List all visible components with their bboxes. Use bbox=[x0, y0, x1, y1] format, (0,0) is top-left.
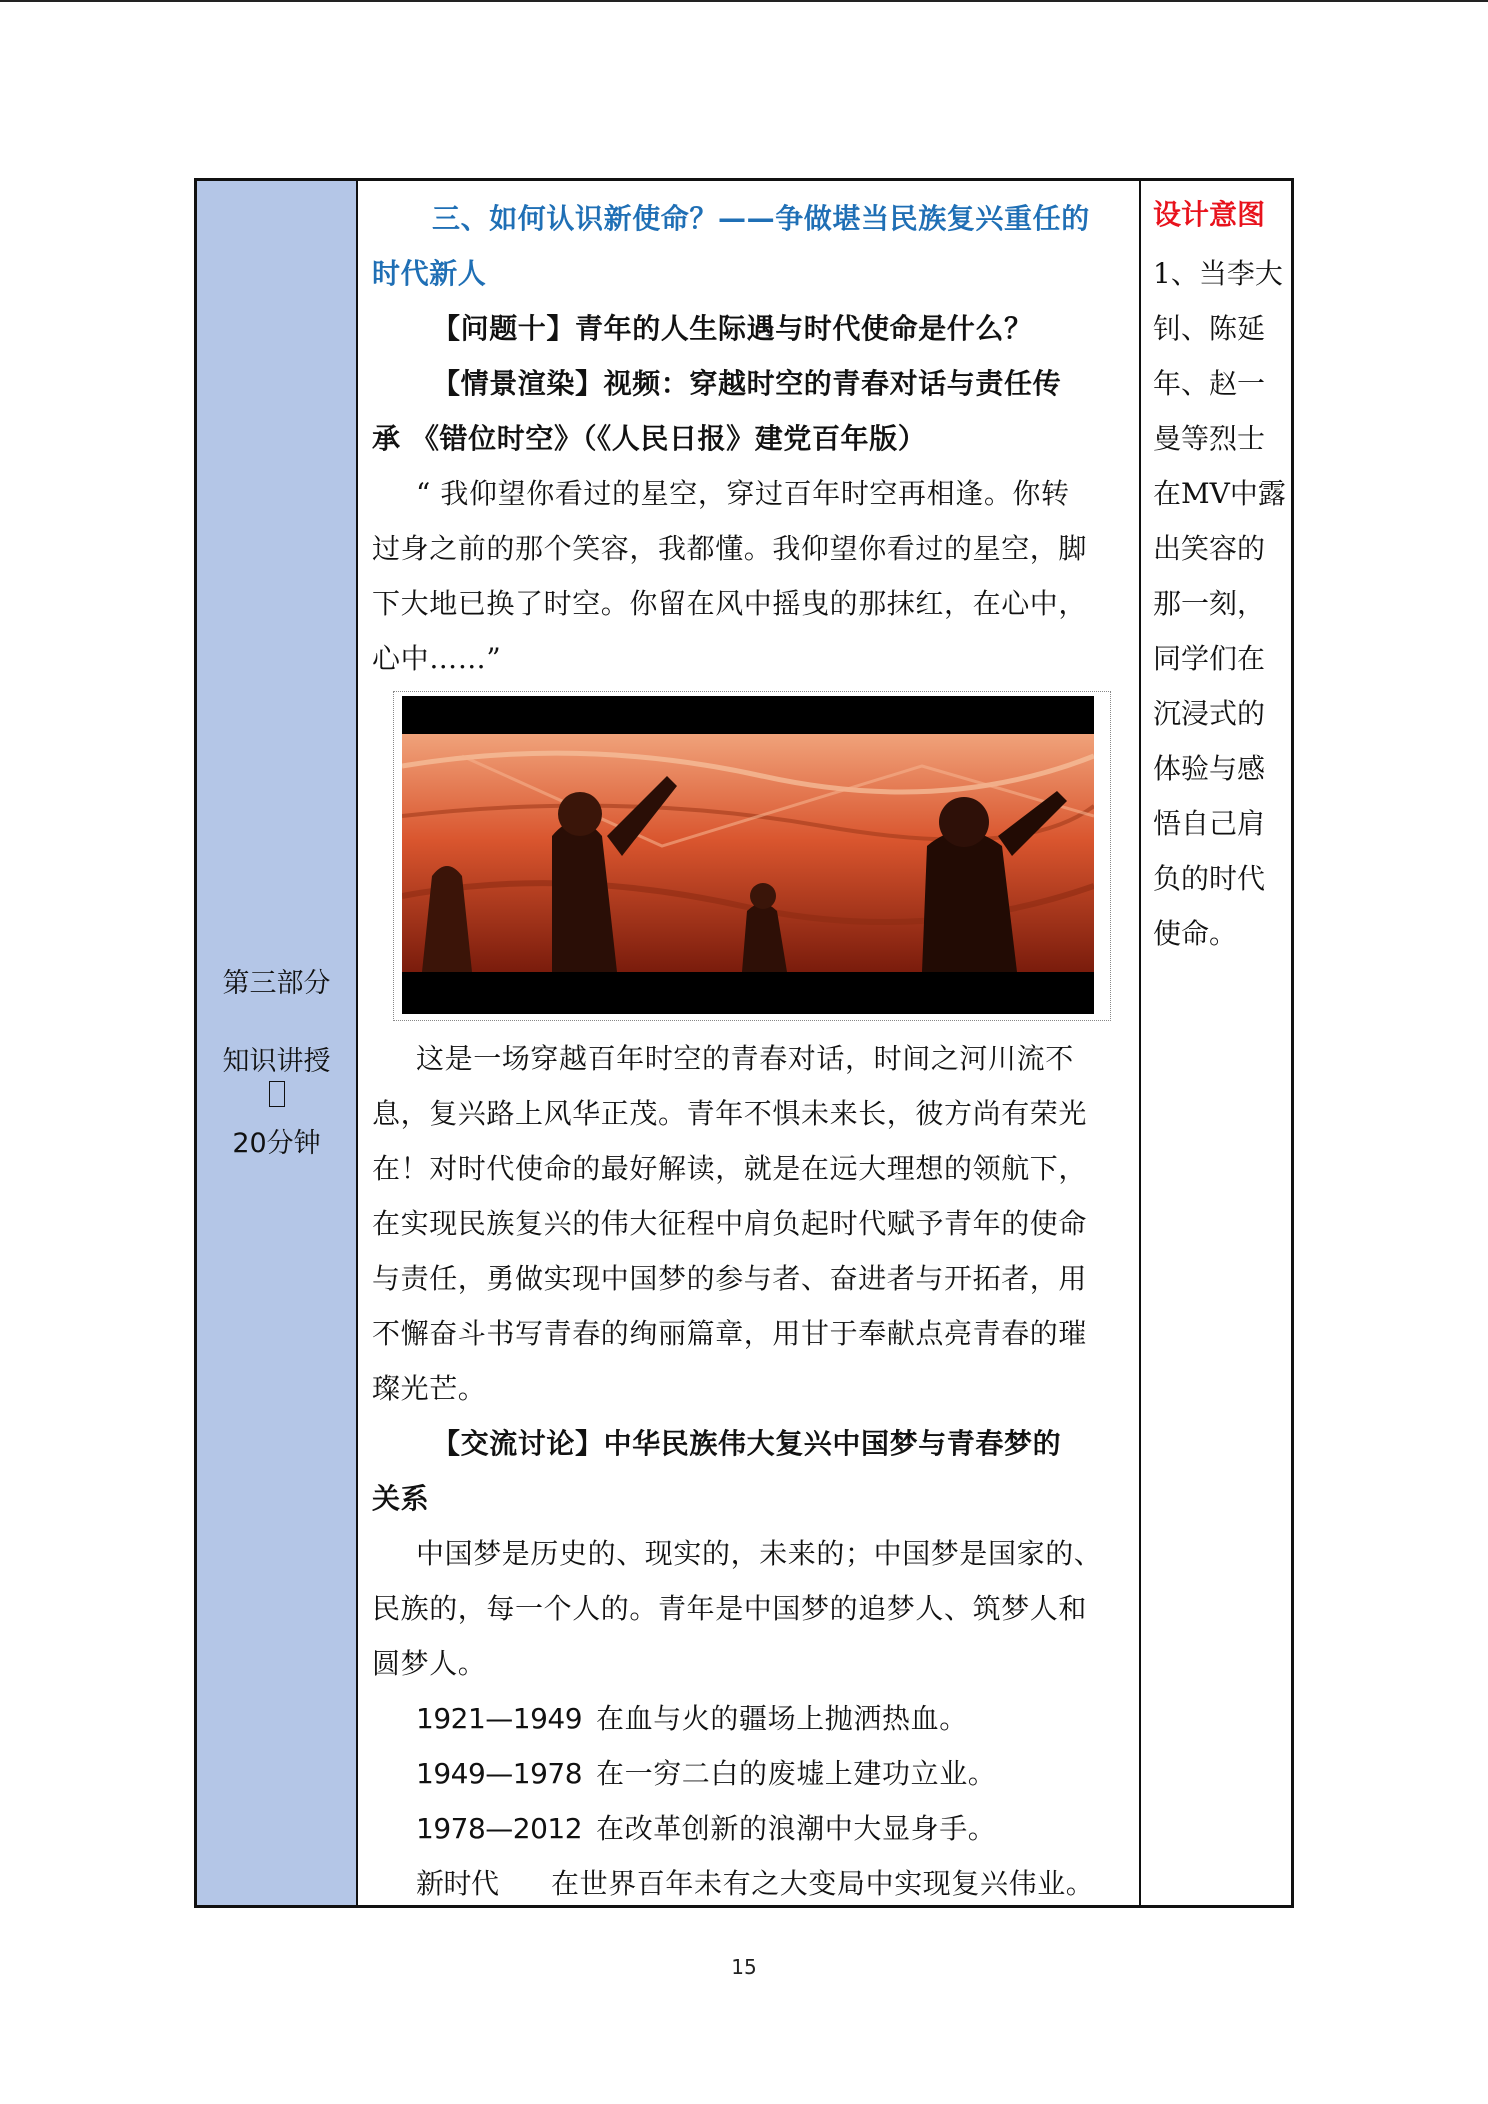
timeline-row bbox=[416, 1746, 1171, 1801]
missing-glyph-box bbox=[197, 1081, 356, 1114]
lyric-line: 心中……” bbox=[372, 642, 502, 675]
page-top-border bbox=[0, 0, 1488, 2]
timeline-text: 在改革创新的浪潮中大显身手。 bbox=[596, 1812, 997, 1845]
design-intent-line: 出笑容的 bbox=[1153, 532, 1266, 565]
scene-heading: 【情景渲染】视频：穿越时空的青春对话与责任传 bbox=[432, 367, 1062, 400]
design-intent-title: 设计意图 bbox=[1153, 198, 1266, 231]
section-heading-cont: 时代新人 bbox=[372, 257, 487, 290]
design-intent-line: 年、赵一 bbox=[1153, 367, 1266, 400]
design-intent-line: 那一刻， bbox=[1153, 587, 1266, 620]
design-intent-line: 钊、陈延 bbox=[1153, 312, 1266, 345]
content-column bbox=[358, 181, 1141, 1905]
discussion-heading: 【交流讨论】中华民族伟大复兴中国梦与青春梦的 bbox=[432, 1427, 1062, 1460]
section-duration-label: 20分钟 bbox=[232, 1128, 321, 1159]
lyric-line: “ 我仰望你看过的星空，穿过百年时空再相逢。你转 bbox=[416, 477, 1070, 510]
design-intent-line: 使命。 bbox=[1153, 917, 1238, 950]
design-intent-line: 同学们在 bbox=[1153, 642, 1266, 675]
timeline-period: 1978—2012 bbox=[416, 1812, 583, 1845]
scene-heading-cont: 承 《错位时空》（《人民日报》建党百年版） bbox=[372, 422, 927, 455]
question-ten: 【问题十】青年的人生际遇与时代使命是什么？ bbox=[432, 312, 1033, 345]
timeline-row bbox=[416, 1801, 1171, 1856]
design-intent-line: 1、当李大 bbox=[1153, 257, 1283, 290]
body-line: 不懈奋斗书写青春的绚丽篇章，用甘于奉献点亮青春的璀 bbox=[372, 1317, 1088, 1350]
lesson-plan-table bbox=[194, 178, 1294, 1908]
design-intent-line: 悟自己肩 bbox=[1153, 807, 1266, 840]
timeline-text: 在一穷二白的废墟上建功立业。 bbox=[596, 1757, 997, 1790]
timeline-text: 在血与火的疆场上抛洒热血。 bbox=[596, 1702, 968, 1735]
timeline-period: 1921—1949 bbox=[416, 1702, 583, 1735]
body-line: 璨光芒。 bbox=[372, 1372, 487, 1405]
timeline-period: 新时代 bbox=[416, 1867, 499, 1900]
discussion-heading-cont: 关系 bbox=[372, 1482, 430, 1515]
timeline-period: 1949—1978 bbox=[416, 1757, 583, 1790]
body-line: 在！对时代使命的最好解读，就是在远大理想的领航下， bbox=[372, 1152, 1088, 1185]
video-still-frame bbox=[393, 691, 1111, 1021]
body-line: 与责任，勇做实现中国梦的参与者、奋进者与开拓者，用 bbox=[372, 1262, 1088, 1295]
design-intent-line: 沉浸式的 bbox=[1153, 697, 1266, 730]
timeline-text: 在世界百年未有之大变局中实现复兴伟业。 bbox=[551, 1867, 1095, 1900]
body-line: 息，复兴路上风华正茂。青年不惧未来长，彼方尚有荣光 bbox=[372, 1097, 1088, 1130]
dream-line: 民族的，每一个人的。青年是中国梦的追梦人、筑梦人和 bbox=[372, 1592, 1088, 1625]
section-part-label: 第三部分 bbox=[222, 968, 331, 999]
body-line: 这是一场穿越百年时空的青春对话，时间之河川流不 bbox=[416, 1042, 1074, 1075]
design-intent-line: 负的时代 bbox=[1153, 862, 1266, 895]
design-intent-column bbox=[1141, 181, 1291, 1905]
dream-line: 中国梦是历史的、现实的，未来的；中国梦是国家的、 bbox=[416, 1537, 1103, 1570]
mv-video-still-image bbox=[402, 696, 1094, 1014]
design-intent-line: 在MV中露 bbox=[1153, 477, 1286, 510]
lyric-line: 下大地已换了时空。你留在风中摇曳的那抹红，在心中， bbox=[372, 587, 1088, 620]
dream-line: 圆梦人。 bbox=[372, 1647, 487, 1680]
timeline-row bbox=[416, 1691, 1171, 1746]
design-intent-line: 曼等烈士 bbox=[1153, 422, 1266, 455]
section-column bbox=[197, 181, 358, 1905]
body-line: 在实现民族复兴的伟大征程中肩负起时代赋予青年的使命 bbox=[372, 1207, 1088, 1240]
lyric-line: 过身之前的那个笑容，我都懂。我仰望你看过的星空，脚 bbox=[372, 532, 1088, 565]
section-mode-label: 知识讲授 bbox=[222, 1046, 331, 1077]
page-number: 15 bbox=[731, 1955, 757, 1979]
design-intent-line: 体验与感 bbox=[1153, 752, 1266, 785]
timeline-row bbox=[416, 1856, 1171, 1911]
section-heading: 三、如何认识新使命？——争做堪当民族复兴重任的 bbox=[432, 202, 1090, 235]
